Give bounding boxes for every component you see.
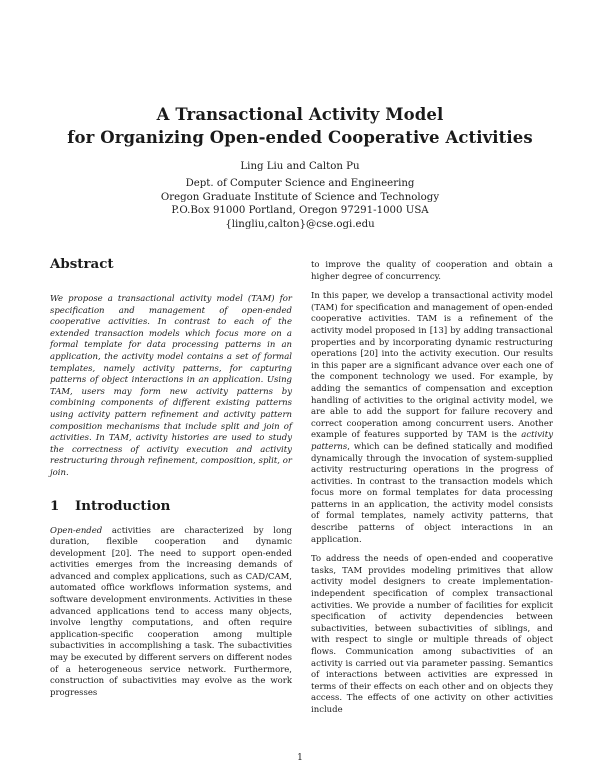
- right-paragraph-2: [311, 291, 553, 546]
- intro-lead-term: Open-ended: [50, 525, 103, 536]
- section-title: Introduction: [75, 497, 171, 514]
- introduction-paragraph: [50, 526, 292, 700]
- paper-title-line-2: for Organizing Open-ended Cooperative Activities: [67, 128, 533, 147]
- author-names: Ling Liu and Calton Pu: [240, 161, 360, 172]
- abstract-text: We propose a transactional activity model (TAM) for specification and management of open-ended cooperative activities. In contrast to each of the extended transaction models which focus more on a formal template for data processing patterns in an application, the activity model contains a set of formal templates, namely activity patterns, for capturing patterns of object interactions in an application. Using TAM, users may form new activity patterns by combining components of different existing patterns using activity pattern refinement and activity pattern composition mechanisms that include split and join of activities. In TAM, activity histories are used to study the correctness of activity execution and activity restructuring through refinement, composition, split, or join.: [50, 294, 292, 478]
- intro-body-text: activities are characterized by long duration, flexible cooperation and dynamic development [20]. The need to support open-ended activities emerges from the increasing demands of advanced and complex applications, such as CAD/CAM, automated office workflows information systems, and software development environments. Activities in these advanced applications tend to access many objects, involve lengthy computations, and often require application-specific cooperation among multiple subactivities in accomplishing a task. The subactivities may be executed by different servers on different nodes of a heterogeneous service network. Furthermore, construction of subactivities may evolve as the work progresses: [50, 525, 292, 698]
- right-paragraph-1: to improve the quality of cooperation and obtain a higher degree of concurrency.: [311, 260, 553, 282]
- author-address: P.O.Box 91000 Portland, Oregon 97291-1000 USA: [171, 205, 429, 217]
- right-paragraph-2-part-a: In this paper, we develop a transactional activity model (TAM) for specification and management of open-ended cooperative activities. TAM is a refinement of the activity model proposed in [13] by adding transactional properties and by incorporating dynamic restructuring operations [20] into the activity execution. Our results in this paper are a significant advance over each one of the component technology we used. For example, by adding the semantics of compensation and exception handling of activities to the original activity model, we are able to add the support for failure recovery and correct cooperation among concurrent users. Another example of features supported by TAM is the: [311, 291, 553, 441]
- activity-patterns-term: activity patterns: [311, 430, 553, 452]
- right-paragraph-3: To address the needs of open-ended and cooperative tasks, TAM provides modeling primitives that allow activity model designers to create implementation-independent specification of complex transactional activities. We provide a number of facilities for explicit specification of activity dependencies between subactivities, between subactivities of siblings, and with respect to single or multiple threads of object flows. Communication among subactivities of an activity is carried out via parameter passing. Semantics of interactions between activities are expressed in terms of their effects on each other and on objects they access. The effects of one activity on other activities include: [311, 554, 553, 715]
- paper-title-line-1: A Transactional Activity Model: [156, 105, 444, 124]
- author-block: [0, 160, 600, 231]
- abstract-heading: Abstract: [50, 256, 114, 272]
- author-institute: Oregon Graduate Institute of Science and Technology: [160, 191, 440, 203]
- author-email: {lingliu,calton}@cse.ogi.edu: [225, 218, 375, 230]
- right-paragraph-2-part-b: , which can be defined statically and modified dynamically through the invocation of system-supplied activity restructuring operations in the progress of activities. In contrast to the transaction models which focus more on formal templates for data processing patterns in an application, the activity model consists of formal templates, namely activity patterns, that describe patterns of object interactions in an application.: [311, 441, 553, 545]
- left-column: [50, 256, 292, 699]
- introduction-heading: [50, 498, 292, 514]
- section-number: 1: [50, 497, 60, 514]
- right-column: [311, 260, 553, 717]
- page-number: 1: [297, 753, 303, 763]
- author-department: Dept. of Computer Science and Engineering: [185, 178, 415, 190]
